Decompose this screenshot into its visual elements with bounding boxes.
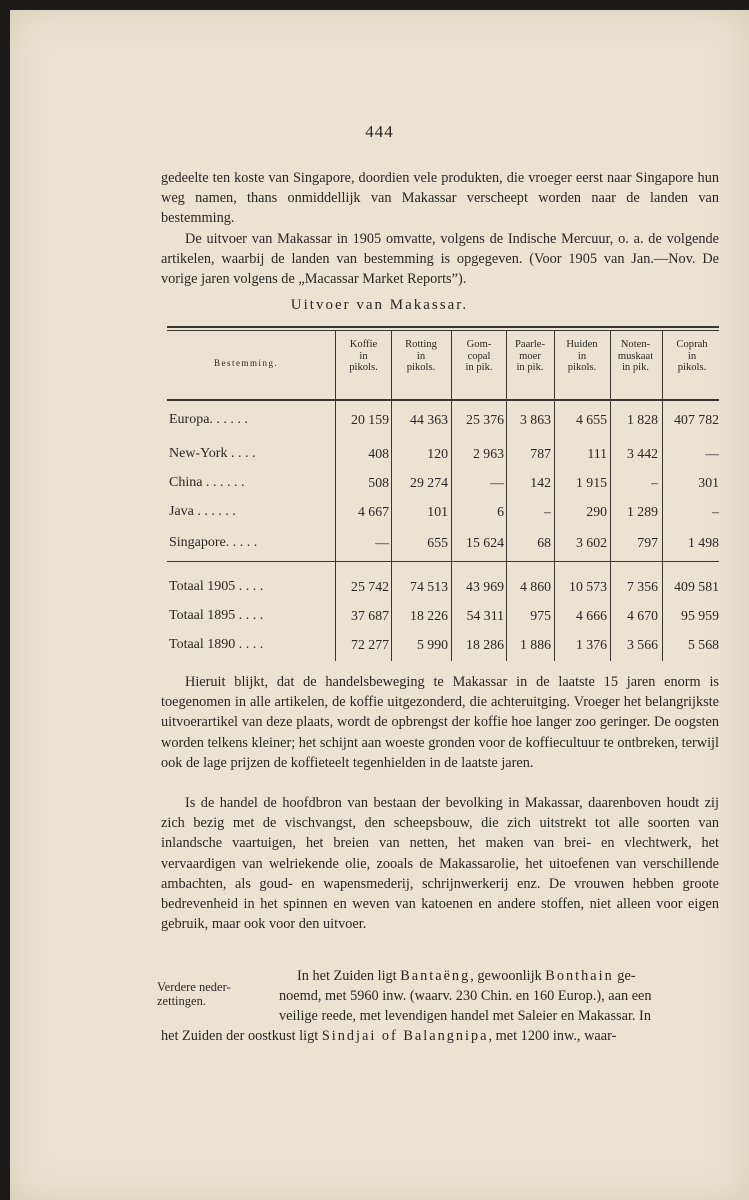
table-row-cell-rotting: 44 363 (410, 412, 448, 427)
table-row-cell-koffie: 4 667 (357, 504, 389, 519)
total-row-cell-notenmuskaat: 4 670 (626, 608, 658, 623)
total-row-cell-rotting: 74 513 (410, 579, 448, 594)
table-row-cell-huiden: 3 602 (575, 535, 607, 550)
total-row-cell-koffie: 72 277 (351, 637, 389, 652)
table-top-rule-thin (167, 330, 719, 331)
total-row-cell-paarlemoer: 4 860 (519, 579, 551, 594)
total-row-cell-coprah: 409 581 (674, 579, 719, 594)
column-header-gomcopal: Gom- copal in pik. (465, 339, 493, 373)
total-row-label: Totaal 1905 . . . . (169, 579, 264, 594)
table-header-rule (167, 399, 719, 401)
settlement-line-3: veilige reede, met levendigen handel met Saleier en Makassar. In (279, 1008, 651, 1024)
table-row-cell-notenmuskaat: 797 (637, 535, 658, 550)
table-row-cell-rotting: 29 274 (410, 475, 448, 490)
total-row-cell-rotting: 18 226 (410, 608, 448, 623)
column-header-koffie: Koffie in pikols. (349, 339, 378, 373)
settlement-line-2: noemd, met 5960 inw. (waarv. 230 Chin. en 160 Europ.), aan een (279, 988, 652, 1004)
total-row-cell-paarlemoer: 975 (530, 608, 551, 623)
total-row-cell-gomcopal: 54 311 (466, 608, 504, 623)
table-row-label: Singapore. . . . . (169, 535, 258, 550)
table-top-rule (167, 326, 719, 328)
column-header-rotting: Rotting in pikols. (405, 339, 437, 373)
settlement-text: In het Zuiden ligt (297, 968, 401, 984)
table-row-cell-notenmuskaat: – (651, 475, 658, 490)
table-totals-rule (167, 561, 719, 562)
book-page (10, 10, 749, 1200)
table-row-cell-paarlemoer: – (544, 504, 551, 519)
total-row-cell-rotting: 5 990 (416, 637, 448, 652)
total-row-cell-coprah: 95 959 (681, 608, 719, 623)
table-row-cell-coprah: — (705, 446, 719, 461)
table-row-cell-rotting: 655 (427, 535, 448, 550)
total-row-cell-huiden: 1 376 (575, 637, 607, 652)
settlement-line-1 (297, 968, 636, 985)
table-row-cell-koffie: 408 (368, 446, 389, 461)
total-row-cell-huiden: 10 573 (569, 579, 607, 594)
export-paragraph: De uitvoer van Makassar in 1905 omvatte, volgens de Indische Mercuur, o. a. de volgende artikelen, waarbij de landen van bestemming is opgegeven. (Voor 1905 van Jan.—Nov. De vorige jaren volgens de „Macassar Market Reports”). (161, 231, 719, 288)
table-row-cell-huiden: 1 915 (575, 475, 607, 490)
total-row-cell-gomcopal: 43 969 (466, 579, 504, 594)
table-row-cell-gomcopal: 25 376 (466, 412, 504, 427)
total-row-cell-notenmuskaat: 3 566 (626, 637, 658, 652)
total-row-cell-gomcopal: 18 286 (466, 637, 504, 652)
table-row-cell-koffie: 20 159 (351, 412, 389, 427)
table-row-label: New-York . . . . (169, 446, 256, 461)
table-row-label: Java . . . . . . (169, 504, 236, 519)
table-row-cell-paarlemoer: 68 (537, 535, 551, 550)
table-row-cell-koffie: — (375, 535, 389, 550)
table-row-cell-coprah: 1 498 (687, 535, 719, 550)
table-row-cell-coprah: – (712, 504, 719, 519)
table-row-cell-gomcopal: 15 624 (466, 535, 504, 550)
table-row-cell-paarlemoer: 3 863 (519, 412, 551, 427)
trade-paragraph: Hieruit blijkt, dat de handelsbeweging te Makassar in de laatste 15 jaren enorm is toegenomen in alle artikelen, de koffie uitgezonderd, die achteruitging. Vroeger het belangrijkste uitvoerartikel van deze plaats, wordt de opbrengst der koffie hoe langer zoo geringer. De oogsten worden telkens kleiner; het schijnt aan woeste gronden voor de koffiecultuur te ontbreken, terwijl ook de lage prijzen de koffieteelt tegenhielden in de laatste jaren. (161, 674, 719, 771)
page-number: 444 (365, 122, 394, 141)
total-row-cell-koffie: 37 687 (351, 608, 389, 623)
table-title: Uitvoer van Makassar. (290, 297, 469, 313)
intro-paragraph: gedeelte ten koste van Singapore, doordien vele produkten, die vroeger eerst naar Singapore hun weg namen, thans onmiddellijk van Makassar verscheept worden naar de landen van bestemming. (161, 170, 719, 227)
total-row-cell-coprah: 5 568 (687, 637, 719, 652)
place-name-bantaeng: Bantaëng (400, 968, 471, 984)
table-row-label: China . . . . . . (169, 475, 245, 490)
total-row-cell-notenmuskaat: 7 356 (626, 579, 658, 594)
settlement-line-4 (161, 1028, 616, 1045)
place-name-bonthain: Bonthain (545, 968, 614, 984)
livelihood-paragraph: Is de handel de hoofdbron van bestaan der bevolking in Makassar, daarenboven houdt zij zich bezig met de vischvangst, den scheepsbouw, die zich uitstrekt tot alle soorten van inlandsche vaartuigen, het breien van netten, het maken van brei- en vlechtwerk, het vervaardigen van welriekende olie, zooals de Makassarolie, het uitoefenen van verschillende ambachten, als goud- en wapensmederij, schrijnwerkerij enz. De vrouwen hebben groote bedrevenheid in het spinnen en weven van katoenen en andere stoffen, niet alleen voor eigen gebruik, maar ook voor den uitvoer. (161, 795, 719, 933)
table-row-cell-rotting: 120 (427, 446, 448, 461)
settlement-text: , met 1200 inw., waar- (488, 1028, 617, 1044)
table-row-cell-notenmuskaat: 1 289 (626, 504, 658, 519)
place-name-sindjai: Sindjai of Balangnipa (321, 1028, 489, 1044)
settlement-text: het Zuiden der oostkust ligt (161, 1028, 322, 1044)
total-row-cell-koffie: 25 742 (351, 579, 389, 594)
total-row-cell-paarlemoer: 1 886 (519, 637, 551, 652)
table-row-cell-huiden: 111 (587, 446, 607, 461)
destination-header: Bestemming. (214, 358, 279, 368)
total-row-cell-huiden: 4 666 (575, 608, 607, 623)
column-header-coprah: Coprah in pikols. (676, 339, 708, 373)
margin-note-text: Verdere neder- zettingen. (157, 980, 231, 1008)
settlement-text: , gewoonlijk (470, 968, 546, 984)
table-row-cell-gomcopal: 6 (497, 504, 504, 519)
table-row-cell-huiden: 290 (586, 504, 607, 519)
total-row-label: Totaal 1895 . . . . (169, 608, 264, 623)
table-row-cell-coprah: 407 782 (674, 412, 719, 427)
table-row-cell-notenmuskaat: 1 828 (626, 412, 658, 427)
table-row-label: Europa. . . . . . (169, 412, 248, 427)
table-row-cell-coprah: 301 (698, 475, 719, 490)
table-row-cell-paarlemoer: 787 (530, 446, 551, 461)
total-row-label: Totaal 1890 . . . . (169, 637, 264, 652)
table-row-cell-gomcopal: 2 963 (472, 446, 504, 461)
settlement-text: ge- (613, 968, 636, 984)
column-header-huiden: Huiden in pikols. (566, 339, 598, 373)
table-row-cell-gomcopal: — (490, 475, 504, 490)
column-header-paarlemoer: Paarle- moer in pik. (515, 339, 545, 373)
table-row-cell-notenmuskaat: 3 442 (626, 446, 658, 461)
column-header-notenmuskaat: Noten- muskaat in pik. (617, 339, 654, 373)
table-row-cell-huiden: 4 655 (575, 412, 607, 427)
table-row-cell-koffie: 508 (368, 475, 389, 490)
table-row-cell-rotting: 101 (427, 504, 448, 519)
table-row-cell-paarlemoer: 142 (530, 475, 551, 490)
margin-note (157, 980, 279, 1008)
